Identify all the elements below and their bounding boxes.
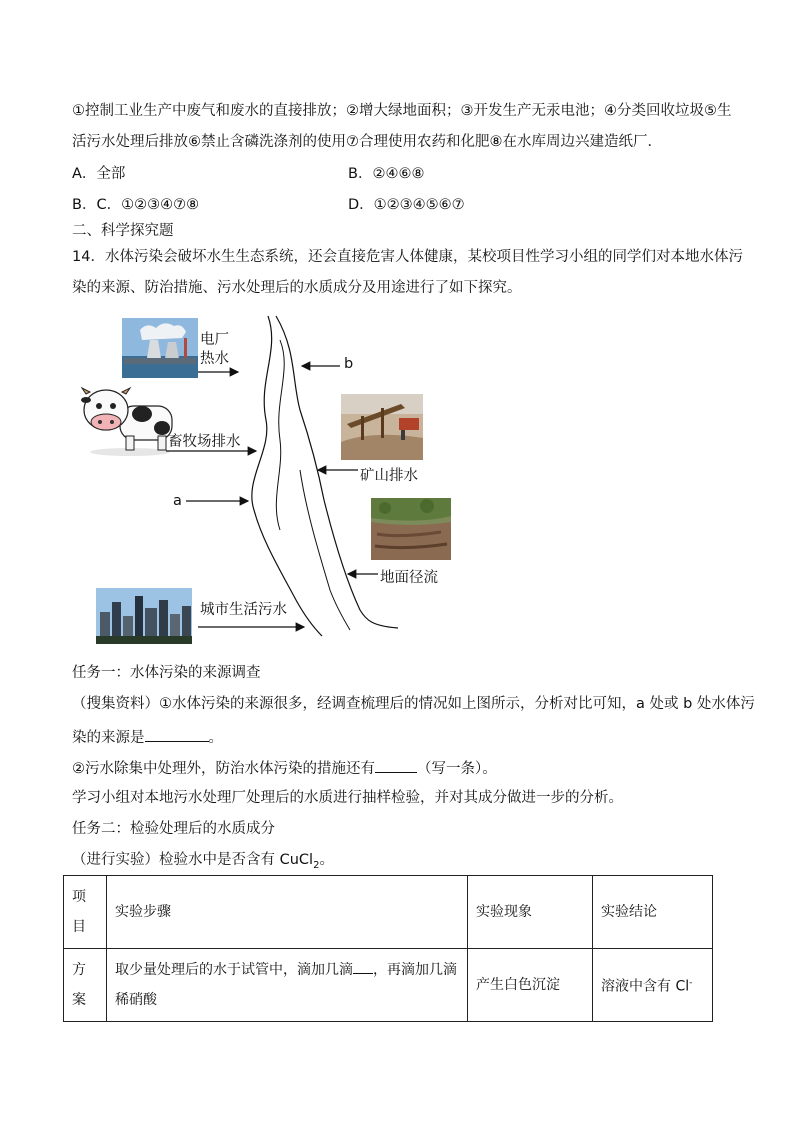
river-inner-line-2 bbox=[300, 470, 350, 630]
experiment-text: （进行实验）检验水中是否含有 CuCl bbox=[72, 852, 314, 868]
q14-line-1: 14．水体污染会破坏水生生态系统，还会直接危害人体健康，某校项目性学习小组的同学们对本地水体污 bbox=[72, 249, 743, 265]
label-a: a bbox=[173, 493, 182, 509]
task2-experiment bbox=[72, 850, 334, 876]
answer-blank-reagent[interactable] bbox=[353, 958, 373, 974]
task1-line-3-end: （写一条）。 bbox=[417, 761, 497, 777]
table-row bbox=[64, 949, 713, 1022]
power-plant-label-2: 热水 bbox=[200, 351, 229, 367]
option-d: D．①②③④⑤⑥⑦ bbox=[348, 197, 465, 213]
task1-line-2-end: 。 bbox=[208, 730, 223, 746]
answer-blank-source[interactable] bbox=[145, 726, 209, 742]
table-header-row bbox=[64, 876, 713, 949]
city-label: 城市生活污水 bbox=[200, 602, 287, 618]
task1-line-2 bbox=[72, 726, 223, 748]
row-conclusion: 溶液中含有 Cl- bbox=[593, 949, 713, 1022]
river-inner-line-1 bbox=[276, 340, 284, 530]
runoff-label: 地面径流 bbox=[380, 570, 438, 586]
experiment-end: 。 bbox=[319, 852, 334, 868]
header-steps: 实验步骤 bbox=[107, 876, 468, 949]
header-conclusion: 实验结论 bbox=[593, 876, 713, 949]
row-steps: 取少量处理后的水于试管中，滴加几滴 ，再滴加几滴 稀硝酸 bbox=[107, 949, 468, 1022]
task1-line-2-text: 染的来源是 bbox=[72, 730, 145, 746]
river-left-bank bbox=[252, 316, 322, 636]
answer-blank-measure[interactable] bbox=[375, 757, 417, 773]
experiment-table bbox=[63, 875, 713, 1022]
task1-line-4: 学习小组对本地污水处理厂处理后的水质进行抽样检验，并对其成分做进一步的分析。 bbox=[72, 790, 623, 806]
task1-line-3-text: ②污水除集中处理外，防治水体污染的措施还有 bbox=[72, 761, 375, 777]
header-item: 项 目 bbox=[64, 876, 107, 949]
row-plan: 方 案 bbox=[64, 949, 107, 1022]
q14-line-2: 染的来源、防治措施、污水处理后的水质成分及用途进行了如下探究。 bbox=[72, 280, 522, 296]
task1-line-3 bbox=[72, 757, 497, 779]
option-a: A．全部 bbox=[72, 166, 126, 182]
question-line-2: 活污水处理后排放⑥禁止含磷洗涤剂的使用⑦合理使用农药和化肥⑧在水库周边兴建造纸厂． bbox=[72, 134, 662, 150]
section-title: 二、科学探究题 bbox=[72, 223, 174, 239]
header-phenomenon: 实验现象 bbox=[468, 876, 593, 949]
farm-label: 畜牧场排水 bbox=[168, 434, 241, 450]
task1-title: 任务一：水体污染的来源调查 bbox=[72, 665, 261, 681]
subscript: 2 bbox=[313, 859, 320, 871]
label-b: b bbox=[344, 356, 354, 372]
question-line-1: ①控制工业生产中废气和废水的直接排放；②增大绿地面积；③开发生产无汞电池；④分类回收垃圾⑤生 bbox=[72, 103, 732, 119]
task2-title: 任务二：检验处理后的水质成分 bbox=[72, 821, 275, 837]
river-right-bank bbox=[276, 316, 398, 628]
row-phenomenon: 产生白色沉淀 bbox=[468, 949, 593, 1022]
power-plant-label-1: 电厂 bbox=[200, 332, 229, 348]
option-b: B．②④⑥⑧ bbox=[348, 166, 425, 182]
mine-label: 矿山排水 bbox=[360, 468, 418, 484]
option-c: B．C．①②③④⑦⑧ bbox=[72, 197, 200, 213]
task1-line-1: （搜集资料）①水体污染的来源很多，经调查梳理后的情况如上图所示，分析对比可知，a 处或 b 处水体污 bbox=[72, 696, 755, 712]
